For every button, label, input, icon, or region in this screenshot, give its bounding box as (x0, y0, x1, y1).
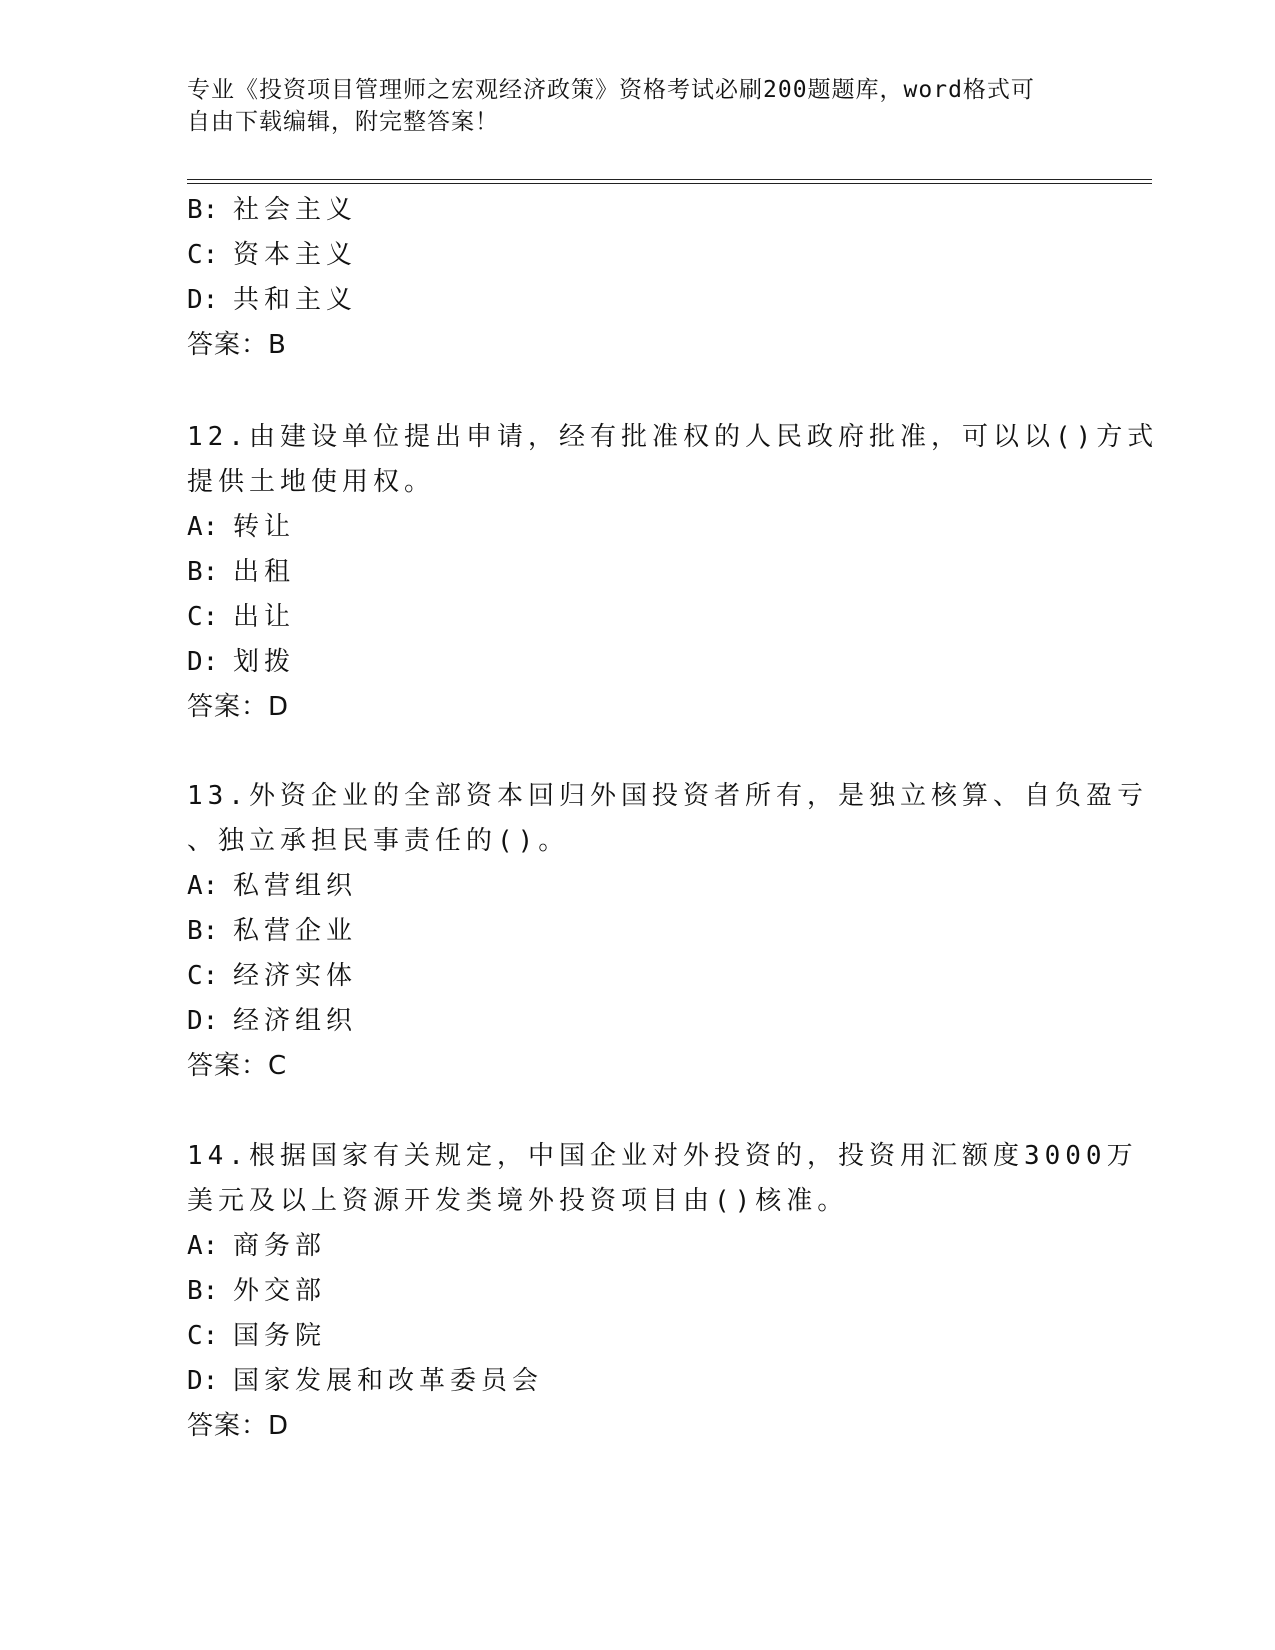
option-tag: B: (187, 916, 219, 946)
option-text: 资本主义 (233, 240, 358, 270)
question-14-text-line-2: 美元及以上资源开发类境外投资项目由()核准。 (187, 1186, 849, 1216)
document-header (187, 74, 1067, 138)
option-tag: A: (187, 871, 219, 901)
question-13-answer: 答案：C (187, 1051, 288, 1081)
question-12-option-d (187, 642, 295, 682)
question-13-text-line-1: 13.外资企业的全部资本回归外国投资者所有，是独立核算、自负盈亏 (187, 781, 1148, 811)
option-text: 私营组织 (233, 871, 358, 901)
header-divider-bottom (187, 183, 1152, 184)
option-text: 国务院 (233, 1321, 327, 1351)
option-tag: D: (187, 647, 219, 677)
question-13-option-c (187, 956, 357, 996)
question-14-option-b (187, 1271, 326, 1311)
option-text: 社会主义 (233, 195, 358, 225)
answer-line: 答案：B (187, 330, 287, 360)
question-12-text-line-2: 提供土地使用权。 (187, 467, 436, 497)
question-12-text-line-1: 12.由建设单位提出申请，经有批准权的人民政府批准，可以以()方式 (187, 422, 1159, 452)
question-14-text-line-1: 14.根据国家有关规定，中国企业对外投资的，投资用汇额度3000万 (187, 1141, 1138, 1171)
option-text: 私营企业 (233, 916, 358, 946)
option-tag: B: (187, 1276, 219, 1306)
option-b (187, 190, 357, 230)
question-12-option-a (187, 507, 295, 547)
option-text: 出租 (233, 557, 296, 587)
option-tag: C: (187, 1321, 219, 1351)
question-14-option-d (187, 1361, 543, 1401)
question-14-option-a (187, 1226, 326, 1266)
option-tag: A: (187, 512, 219, 542)
option-text: 转让 (233, 512, 296, 542)
option-text: 国家发展和改革委员会 (233, 1366, 544, 1396)
option-tag: C: (187, 961, 219, 991)
option-text: 划拨 (233, 647, 296, 677)
option-tag: D: (187, 1366, 219, 1396)
question-13-text-line-2: 、独立承担民事责任的()。 (187, 826, 570, 856)
question-12-answer: 答案：D (187, 692, 290, 722)
option-text: 商务部 (233, 1231, 327, 1261)
option-tag: B: (187, 195, 219, 225)
question-13-option-b (187, 911, 357, 951)
option-text: 共和主义 (233, 285, 358, 315)
question-12-option-b (187, 552, 295, 592)
option-text: 外交部 (233, 1276, 327, 1306)
question-14-answer: 答案：D (187, 1411, 290, 1441)
option-tag: C: (187, 240, 219, 270)
question-12-option-c (187, 597, 295, 637)
header-divider-top (187, 179, 1152, 180)
option-text: 经济实体 (233, 961, 358, 991)
option-c (187, 235, 357, 275)
option-d (187, 280, 357, 320)
option-tag: A: (187, 1231, 219, 1261)
option-text: 经济组织 (233, 1006, 358, 1036)
option-tag: D: (187, 1006, 219, 1036)
option-tag: B: (187, 557, 219, 587)
option-text: 出让 (233, 602, 296, 632)
option-tag: D: (187, 285, 219, 315)
question-14-option-c (187, 1316, 326, 1356)
option-tag: C: (187, 602, 219, 632)
header-title-line-2: 自由下载编辑，附完整答案！ (187, 109, 499, 135)
header-title-line-1: 专业《投资项目管理师之宏观经济政策》资格考试必刷200题题库，word格式可 (187, 77, 1035, 103)
question-13-option-d (187, 1001, 357, 1041)
question-13-option-a (187, 866, 357, 906)
